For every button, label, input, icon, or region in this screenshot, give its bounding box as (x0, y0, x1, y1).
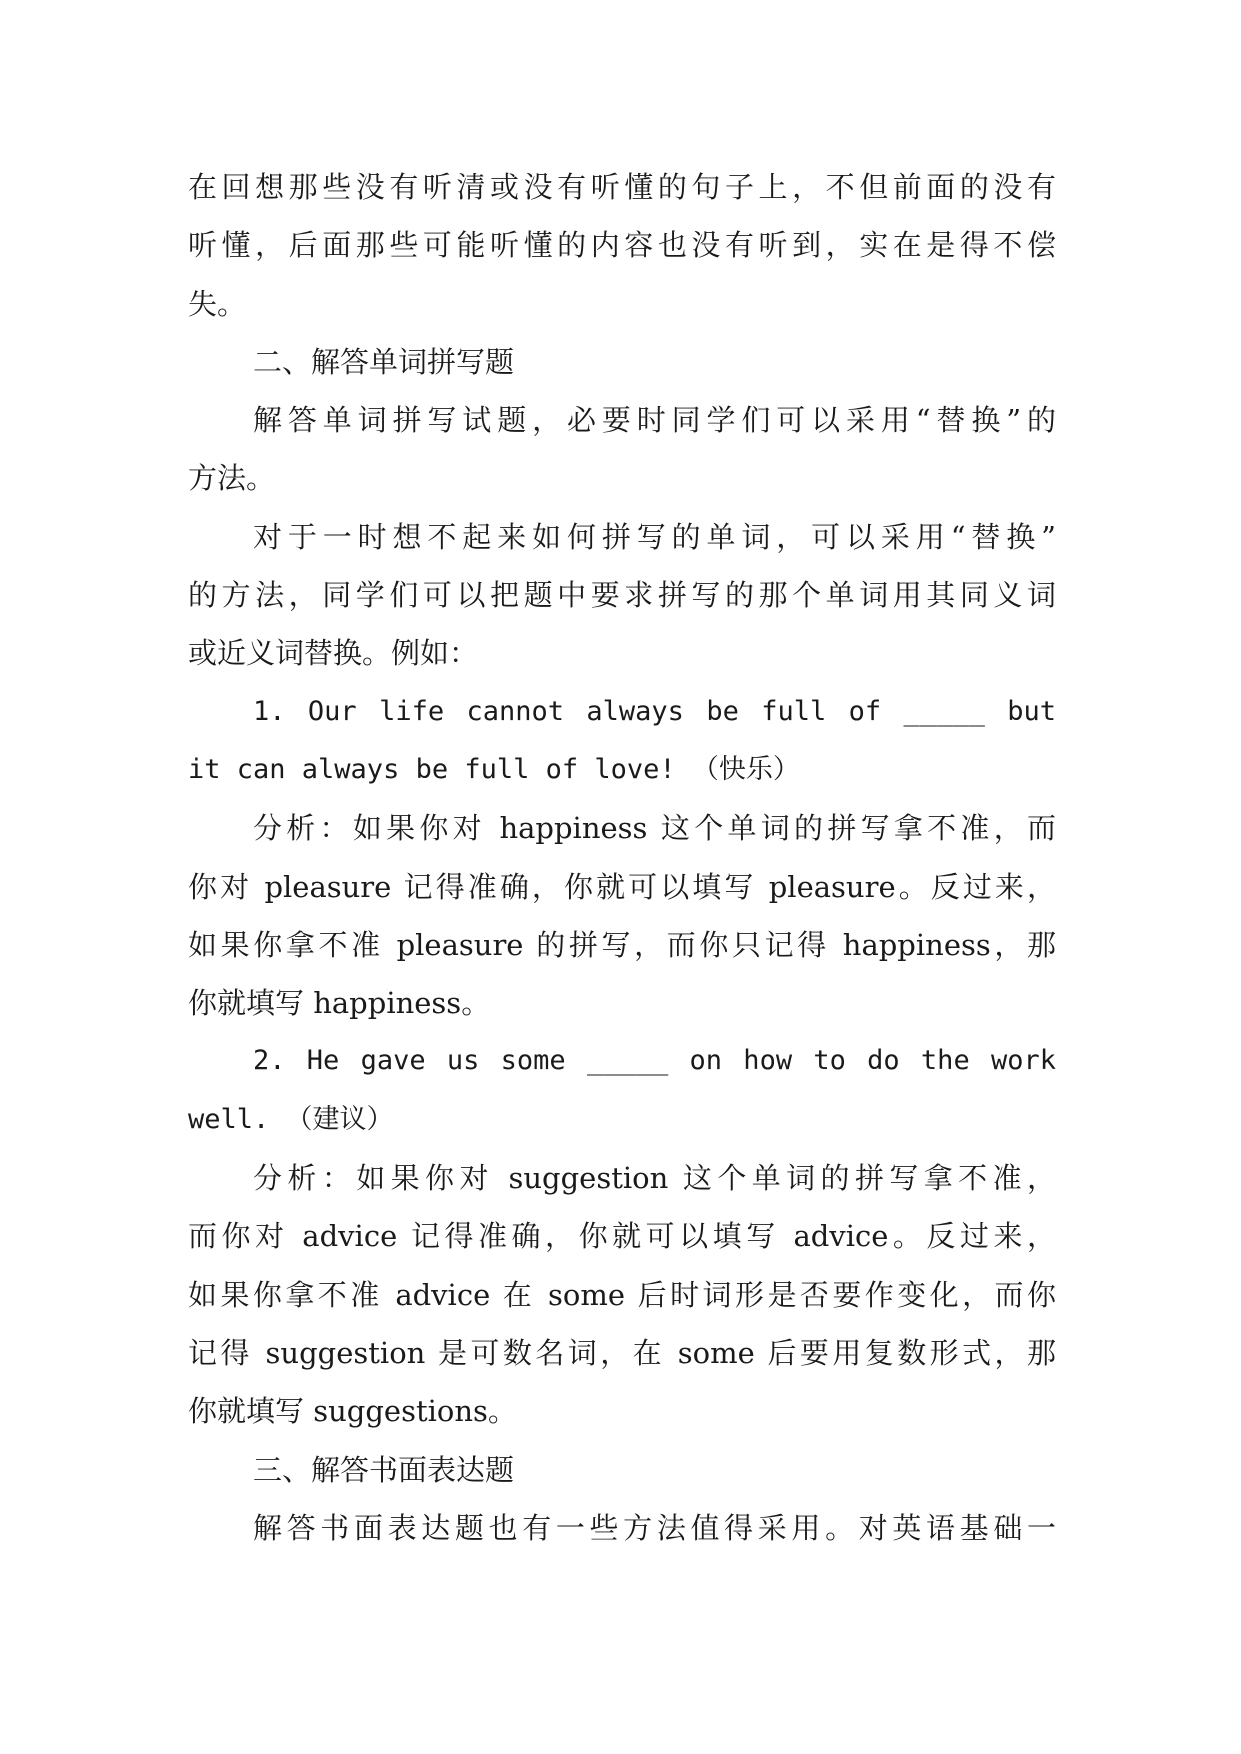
section-heading-2: 二、解答单词拼写题 (253, 344, 515, 379)
paragraph-line-3: 失。 (188, 286, 247, 321)
analysis-2-line-4: 记得 suggestion 是可数名词，在 some 后要用复数形式，那 (188, 1335, 1056, 1370)
paragraph-line-1: 在回想那些没有听清或没有听懂的句子上，不但前面的没有 (188, 170, 1056, 204)
analysis-1-line-3: 如果你拿不准 pleasure 的拼写，而你只记得 happiness，那 (188, 927, 1056, 962)
paragraph-line-2: 听懂，后面那些可能听懂的内容也没有听到，实在是得不偿 (188, 228, 1056, 263)
example-sentence-1-line-2: it can always be full of love! （快乐） (188, 753, 800, 785)
paragraph-line-8: 的方法，同学们可以把题中要求拼写的那个单词用其同义词 (188, 578, 1056, 613)
analysis-1-line-2: 你对 pleasure 记得准确，你就可以填写 pleasure。反过来， (188, 869, 1056, 904)
paragraph-line-5: 解答单词拼写试题，必要时同学们可以采用“替换”的 (253, 403, 1056, 438)
example-sentence-1-line-1: 1. Our life cannot always be full of _____ but (253, 695, 1056, 727)
paragraph-line-24: 解答书面表达题也有一些方法值得采用。对英语基础一 (253, 1510, 1056, 1545)
analysis-1-line-1: 分析：如果你对 happiness 这个单词的拼写拿不准，而 (253, 811, 1056, 846)
document-page (188, 158, 1056, 1557)
paragraph-line-9: 或近义词替换。例如： (188, 636, 479, 671)
analysis-2-line-1: 分析：如果你对 suggestion 这个单词的拼写拿不准， (253, 1161, 1056, 1196)
example-sentence-2-line-2: well. （建议） (188, 1103, 394, 1135)
paragraph-line-7: 对于一时想不起来如何拼写的单词，可以采用“替换” (253, 519, 1056, 554)
section-heading-3: 三、解答书面表达题 (253, 1452, 515, 1487)
analysis-2-line-2: 而你对 advice 记得准确，你就可以填写 advice。反过来， (188, 1219, 1056, 1254)
paragraph-line-6: 方法。 (188, 461, 276, 496)
example-sentence-2-line-1: 2. He gave us some _____ on how to do the work (253, 1045, 1056, 1077)
analysis-1-line-4: 你就填写 happiness。 (188, 986, 491, 1021)
analysis-2-line-3: 如果你拿不准 advice 在 some 后时词形是否要作变化，而你 (188, 1277, 1056, 1312)
analysis-2-line-5: 你就填写 suggestions。 (188, 1394, 517, 1429)
